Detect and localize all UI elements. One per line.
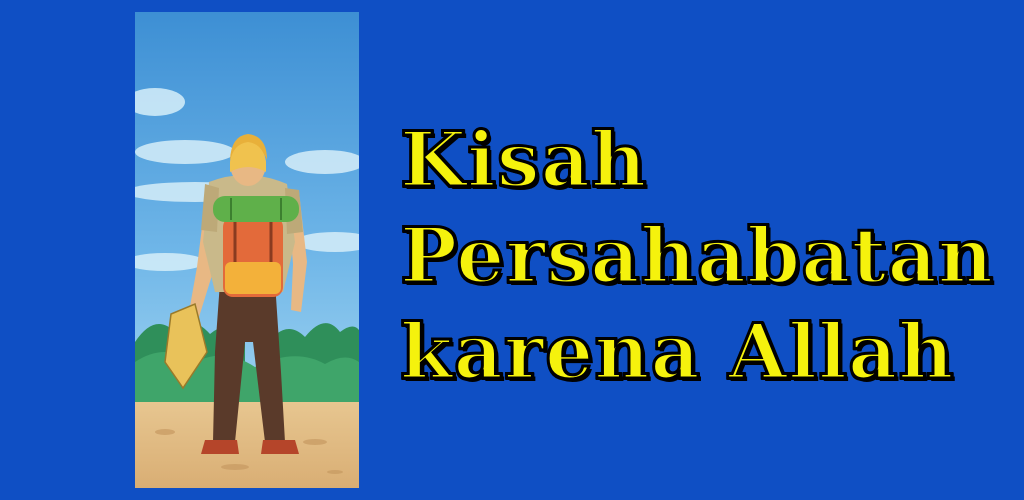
page-title: [400, 112, 1000, 400]
title-line-1: Kisah: [400, 115, 648, 204]
hiker-illustration-art: [135, 12, 359, 488]
title-line-2: Persahabatan: [400, 211, 995, 300]
title-line-3: karena Allah: [400, 307, 955, 396]
hiker-illustration: [135, 12, 359, 488]
ground: [135, 402, 359, 488]
